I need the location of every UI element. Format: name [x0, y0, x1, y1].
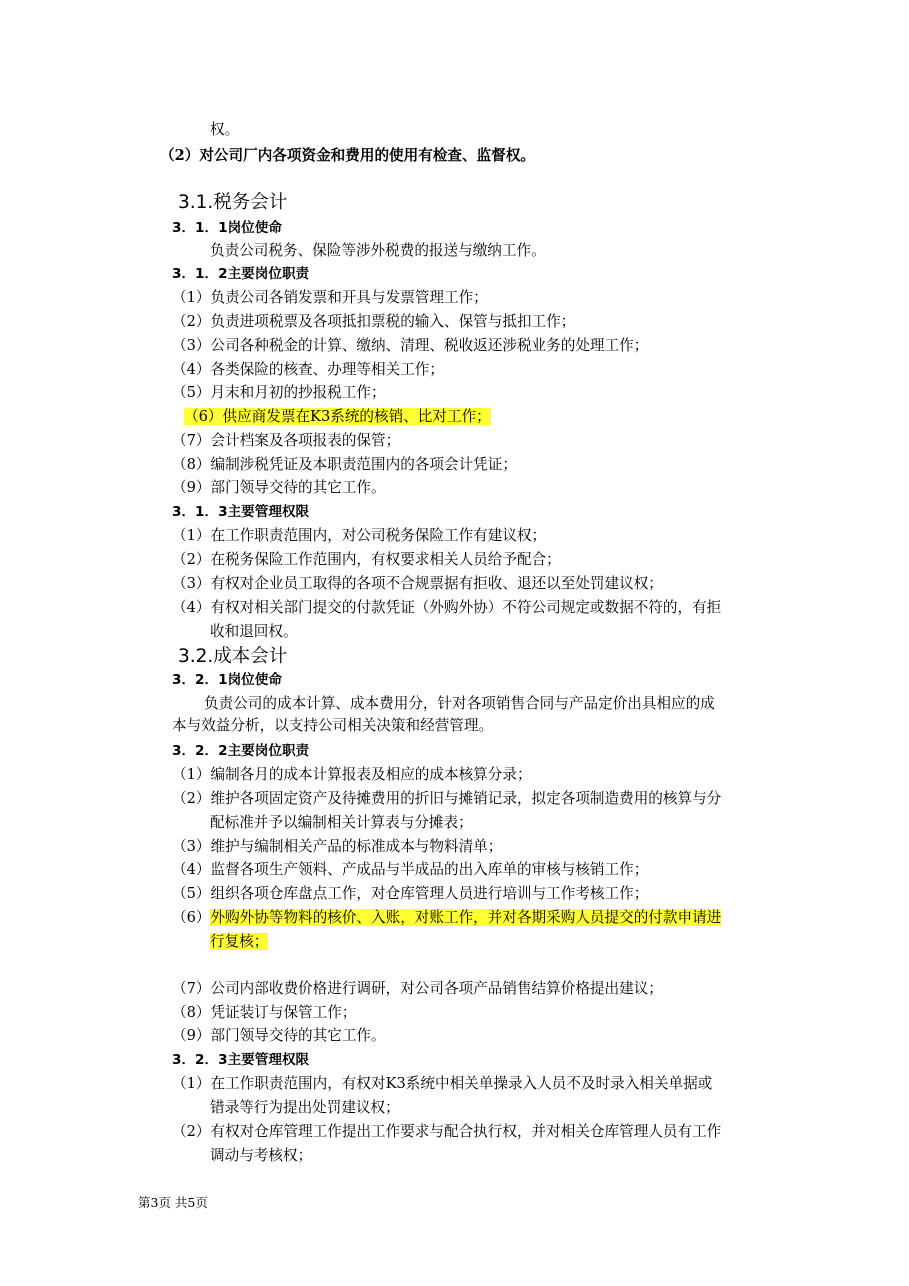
list-item: （2）维护各项固定资产及待摊费用的折旧与摊销记录，拟定各项制造费用的核算与分: [172, 790, 722, 807]
list-item: （4）有权对相关部门提交的付款凭证（外购外协）不符公司规定或数据不符的，有拒: [172, 599, 722, 616]
list-item: （3）有权对企业员工取得的各项不合规票据有拒收、退还以至处罚建议权；: [172, 575, 663, 592]
subheading-3-1-1: 3．1．1岗位使命: [172, 220, 282, 236]
subheading-3-2-2: 3．2．2主要岗位职责: [172, 743, 310, 759]
list-item: （4）监督各项生产领料、产成品与半成品的出入库单的审核与核销工作；: [172, 861, 649, 878]
list-item: （1）负责公司各销发票和开具与发票管理工作；: [172, 289, 488, 306]
page-footer: 第3页 共5页: [138, 1195, 208, 1210]
list-item: （5）月末和月初的抄报税工作；: [172, 384, 386, 401]
highlighted-text: （6）供应商发票在K3系统的核销、比对工作；: [184, 408, 491, 425]
list-item: （1）在工作职责范围内，有权对K3系统中相关单操录入人员不及时录入相关单据或: [172, 1075, 713, 1092]
subheading-3-2-1: 3．2．1岗位使命: [172, 672, 282, 688]
intro-item-2: （2）对公司厂内各项资金和费用的使用有检查、监督权。: [160, 147, 536, 164]
intro-continuation: 权。: [210, 121, 240, 138]
list-item-continuation-highlighted: [210, 932, 268, 952]
list-item: （2）负责进项税票及各项抵扣票税的输入、保管与抵扣工作；: [172, 313, 576, 330]
list-item: （9）部门领导交待的其它工作。: [172, 1027, 386, 1044]
list-number: （6）: [172, 909, 211, 926]
subheading-3-1-3: 3．1．3主要管理权限: [172, 504, 310, 520]
list-item: （8）凭证装订与保管工作；: [172, 1004, 357, 1021]
list-item-highlighted: [172, 407, 491, 427]
list-item: （7）公司内部收费价格进行调研，对公司各项产品销售结算价格提出建议；: [172, 980, 663, 997]
highlighted-text: 外购外协等物料的核价、入账，对账工作，并对各期采购人员提交的付款申请进: [210, 909, 722, 926]
list-item: （3）维护与编制相关产品的标准成本与物料清单；: [172, 838, 503, 855]
section-title-3-1: 3.1.税务会计: [178, 192, 288, 213]
list-item: （4）各类保险的核查、办理等相关工作；: [172, 361, 444, 378]
list-item: （9）部门领导交待的其它工作。: [172, 479, 386, 496]
section-title-3-2: 3.2.成本会计: [178, 646, 288, 667]
list-item-highlighted: [172, 908, 721, 928]
mission-text-3-2: 负责公司的成本计算、成本费用分，针对各项销售合同与产品定价出具相应的成: [204, 695, 715, 712]
list-item: （3）公司各种税金的计算、缴纳、清理、税收返还涉税业务的处理工作；: [172, 337, 649, 354]
list-item: （8）编制涉税凭证及本职责范围内的各项会计凭证；: [172, 456, 517, 473]
highlighted-text: 行复核；: [210, 933, 269, 950]
list-item: （7）会计档案及各项报表的保管；: [172, 432, 401, 449]
list-item-continuation: 调动与考核权；: [210, 1147, 313, 1164]
mission-text-3-2-cont: 本与效益分析，以支持公司相关决策和经营管理。: [172, 717, 494, 734]
mission-text-3-1: 负责公司税务、保险等涉外税费的报送与缴纳工作。: [210, 242, 546, 259]
subheading-3-2-3: 3．2．3主要管理权限: [172, 1052, 310, 1068]
list-item: （5）组织各项仓库盘点工作，对仓库管理人员进行培训与工作考核工作；: [172, 885, 649, 902]
list-item: （1）在工作职责范围内，对公司税务保险工作有建议权；: [172, 527, 547, 544]
list-item: （1）编制各月的成本计算报表及相应的成本核算分录；: [172, 766, 532, 783]
list-item-continuation: 收和退回权。: [210, 623, 298, 640]
list-item-continuation: 错录等行为提出处罚建议权；: [210, 1099, 400, 1116]
list-item-continuation: 配标准并予以编制相关计算表与分摊表；: [210, 814, 473, 831]
list-item: （2）在税务保险工作范围内，有权要求相关人员给予配合；: [172, 551, 561, 568]
list-item: （2）有权对仓库管理工作提出工作要求与配合执行权，并对相关仓库管理人员有工作: [172, 1123, 722, 1140]
subheading-3-1-2: 3．1．2主要岗位职责: [172, 266, 310, 282]
